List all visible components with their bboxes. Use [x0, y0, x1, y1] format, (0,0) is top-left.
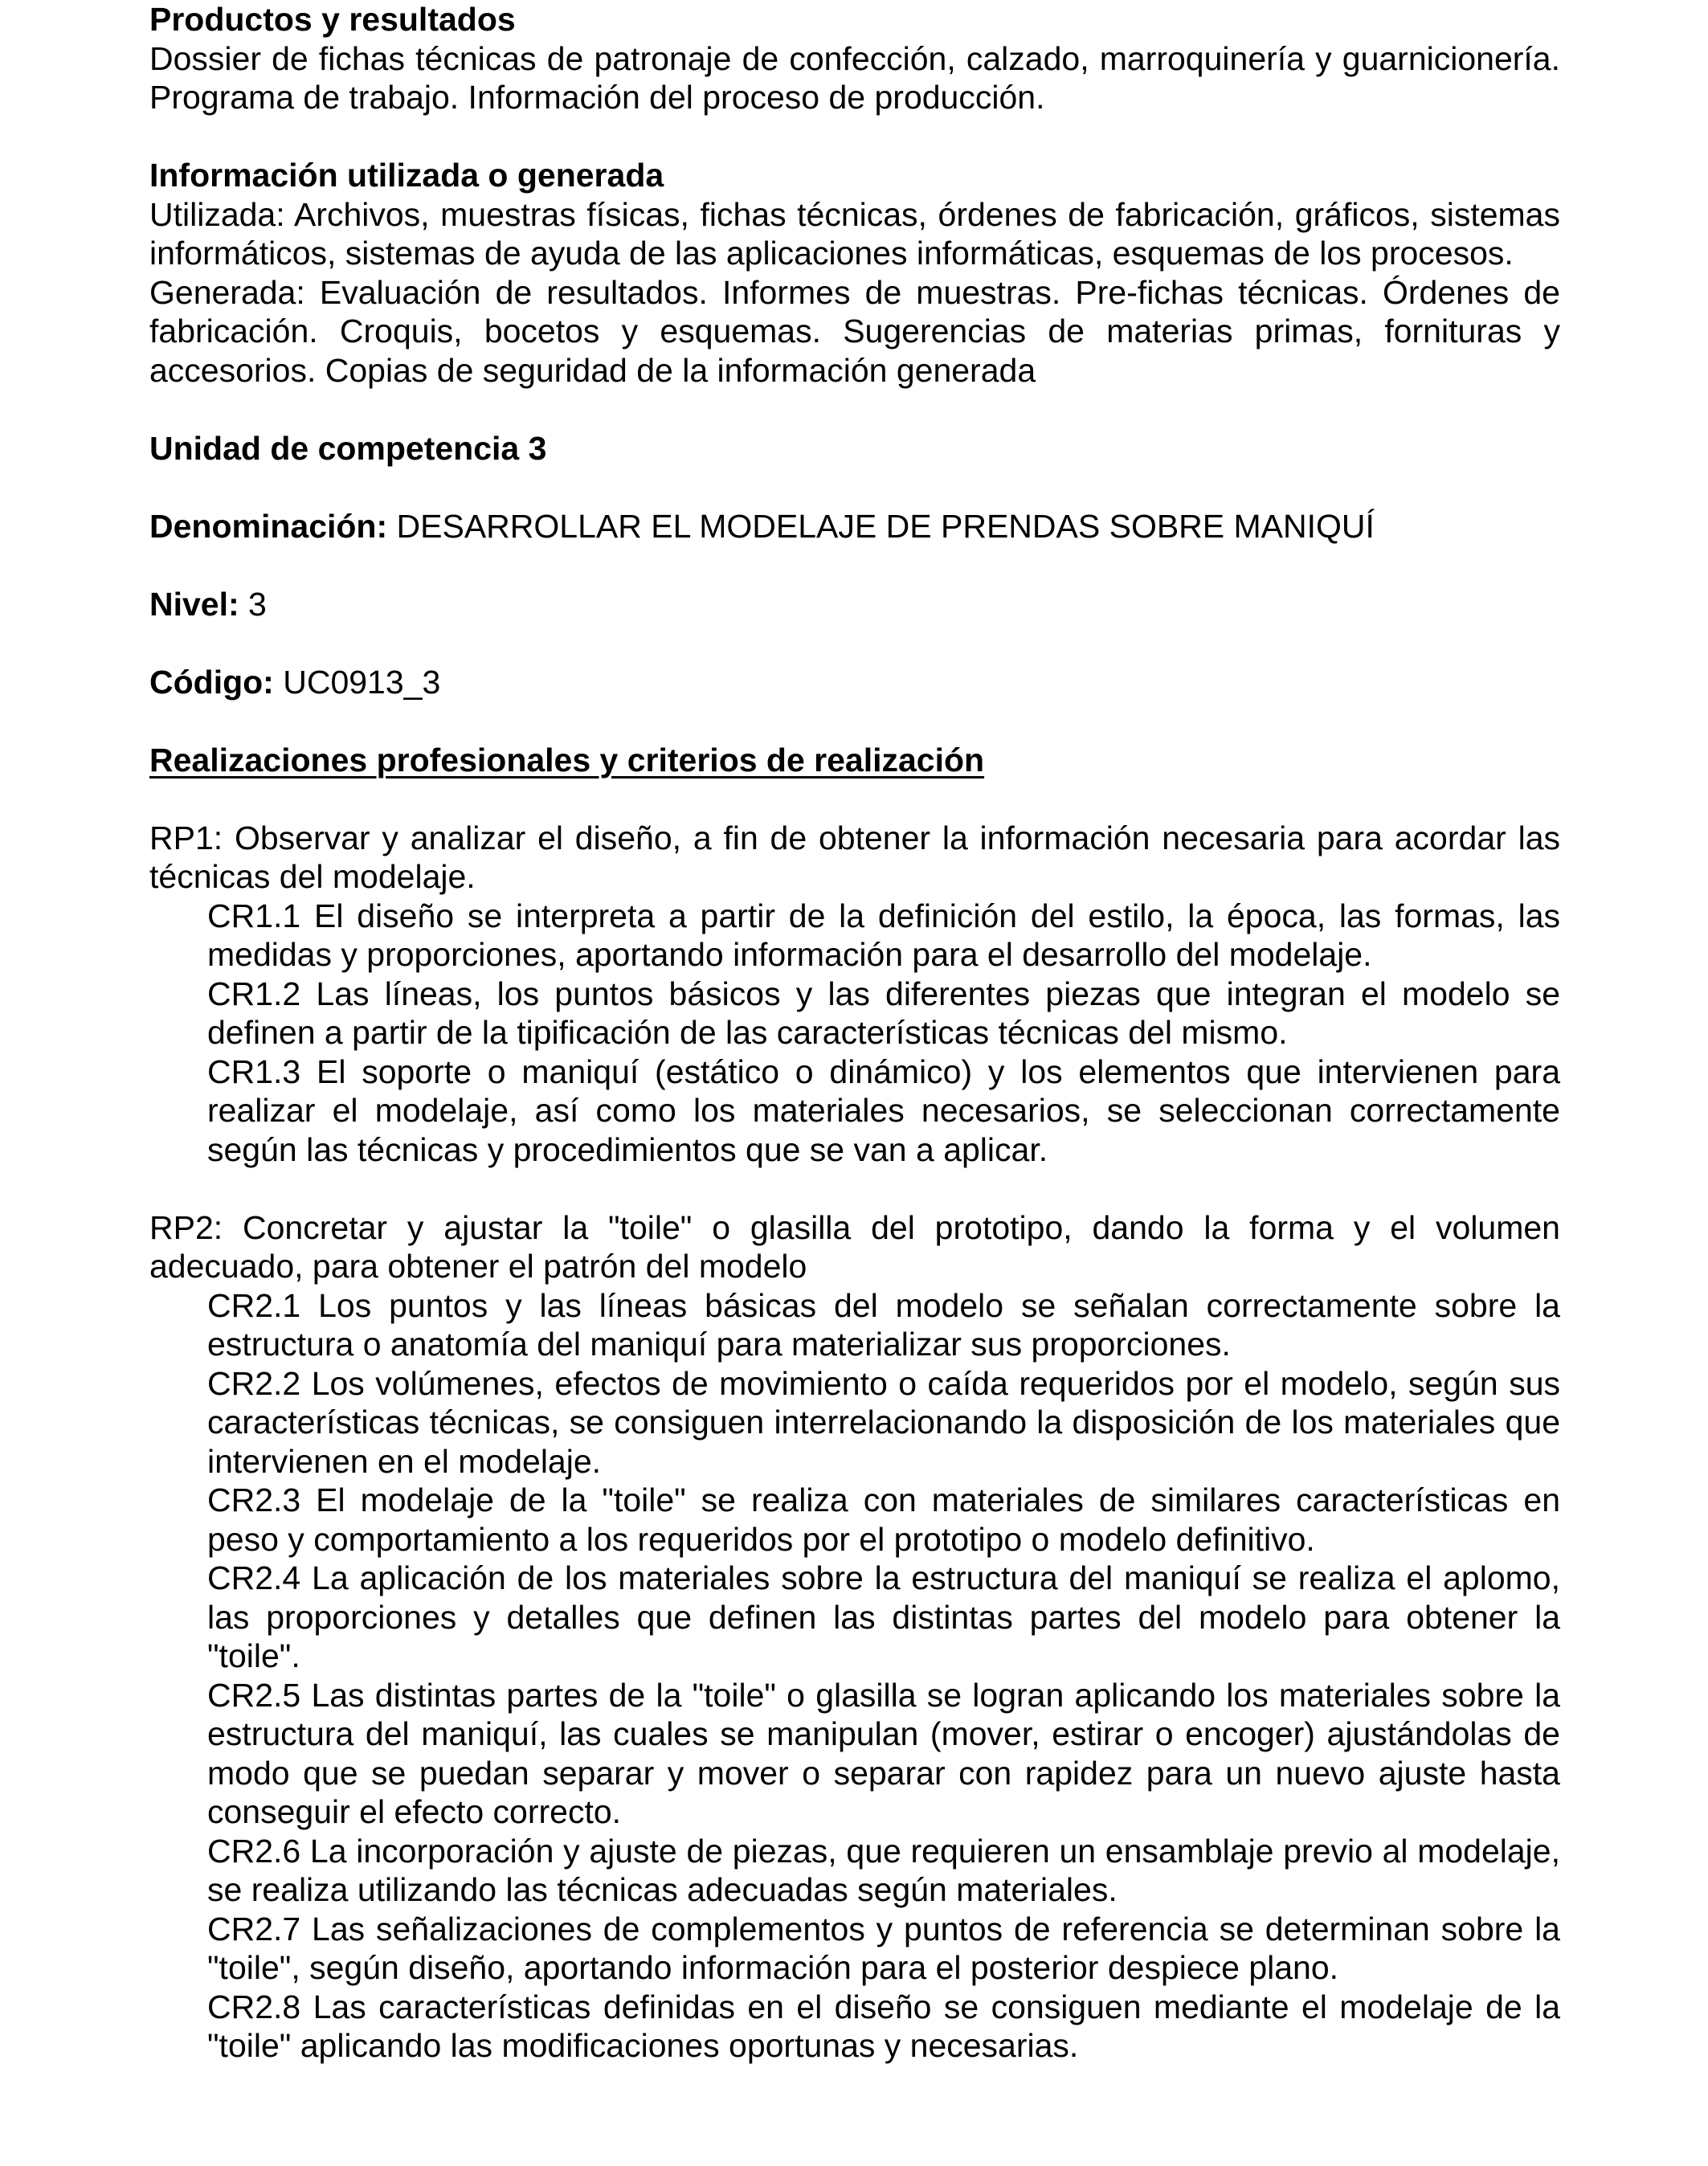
- cr2-4: CR2.4 La aplicación de los materiales sobre la estructura del maniquí se realiza el aplomo, las proporciones y detalles que definen las distintas partes del modelo para obtener la "toile".: [207, 1559, 1560, 1674]
- cr2-2: CR2.2 Los volúmenes, efectos de movimiento o caída requeridos por el modelo, según sus características técnicas, se consiguen interrelacionando la disposición de los materiales que intervienen en el modelaje.: [207, 1364, 1560, 1480]
- nivel-label: Nivel:: [149, 585, 239, 623]
- cr2-8: CR2.8 Las características definidas en el diseño se consiguen mediante el modelaje de la "toile" aplicando las modificaciones oportunas y necesarias.: [207, 1988, 1560, 2064]
- informacion-generada: Generada: Evaluación de resultados. Informes de muestras. Pre-fichas técnicas. Órdenes de fabricación. Croquis, bocetos y esquemas. Sugerencias de materias primas, fornituras y accesorios. Copias de seguridad de la información generada: [149, 273, 1560, 389]
- cr2-1: CR2.1 Los puntos y las líneas básicas del modelo se señalan correctamente sobre la estructura o anatomía del maniquí para materializar sus proporciones.: [207, 1286, 1560, 1363]
- nivel-value: 3: [239, 585, 267, 623]
- nivel-line: [149, 585, 1560, 624]
- spacer: [149, 390, 1560, 429]
- codigo-value: UC0913_3: [273, 663, 441, 701]
- rp1-text: RP1: Observar y analizar el diseño, a fin de obtener la información necesaria para acordar las técnicas del modelaje.: [149, 819, 1560, 895]
- cr1-2: CR1.2 Las líneas, los puntos básicos y las diferentes piezas que integran el modelo se definen a partir de la tipificación de las características técnicas del mismo.: [207, 975, 1560, 1051]
- cr2-6: CR2.6 La incorporación y ajuste de piezas, que requieren un ensamblaje previo al modelaje, se realiza utilizando las técnicas adecuadas según materiales.: [207, 1832, 1560, 1908]
- cr1-1: CR1.1 El diseño se interpreta a partir de la definición del estilo, la época, las formas, las medidas y proporciones, aportando información para el desarrollo del modelaje.: [207, 897, 1560, 973]
- cr2-3: CR2.3 El modelaje de la "toile" se realiza con materiales de similares características en peso y comportamiento a los requeridos por el prototipo o modelo definitivo.: [207, 1481, 1560, 1558]
- spacer: [149, 701, 1560, 741]
- codigo-label: Código:: [149, 663, 274, 701]
- informacion-utilizada: Utilizada: Archivos, muestras físicas, fichas técnicas, órdenes de fabricación, gráficos, sistemas informáticos, sistemas de ayuda de las aplicaciones informáticas, esquemas de los procesos.: [149, 195, 1560, 272]
- spacer: [149, 546, 1560, 585]
- denominacion-line: [149, 507, 1560, 546]
- realizaciones-heading: Realizaciones profesionales y criterios de realización: [149, 741, 985, 779]
- spacer: [149, 1169, 1560, 1208]
- spacer: [149, 117, 1560, 157]
- spacer: [149, 468, 1560, 507]
- unidad-heading: Unidad de competencia 3: [149, 429, 547, 467]
- codigo-line: [149, 663, 1560, 702]
- rp2-text: RP2: Concretar y ajustar la "toile" o glasilla del prototipo, dando la forma y el volumen adecuado, para obtener el patrón del modelo: [149, 1208, 1560, 1285]
- informacion-heading: Información utilizada o generada: [149, 157, 664, 194]
- cr2-7: CR2.7 Las señalizaciones de complementos y puntos de referencia se determinan sobre la "toile", según diseño, aportando información para el posterior despiece plano.: [207, 1910, 1560, 1986]
- productos-heading: Productos y resultados: [149, 1, 516, 38]
- document-page: [149, 0, 1560, 2066]
- productos-text: Dossier de fichas técnicas de patronaje de confección, calzado, marroquinería y guarnicionería. Programa de trabajo. Información del proceso de producción.: [149, 39, 1560, 116]
- spacer: [149, 623, 1560, 663]
- cr2-5: CR2.5 Las distintas partes de la "toile" o glasilla se logran aplicando los materiales sobre la estructura del maniquí, las cuales se manipulan (mover, estirar o encoger) ajustándolas de modo que se puedan separar y mover o separar con rapidez para un nuevo ajuste hasta conseguir el efecto correcto.: [207, 1676, 1560, 1830]
- denominacion-value: DESARROLLAR EL MODELAJE DE PRENDAS SOBRE MANIQUÍ: [387, 507, 1375, 545]
- denominacion-label: Denominación:: [149, 507, 388, 545]
- cr1-3: CR1.3 El soporte o maniquí (estático o dinámico) y los elementos que intervienen para realizar el modelaje, así como los materiales necesarios, se seleccionan correctamente según las técnicas y procedimientos que se van a aplicar.: [207, 1052, 1560, 1168]
- spacer: [149, 779, 1560, 819]
